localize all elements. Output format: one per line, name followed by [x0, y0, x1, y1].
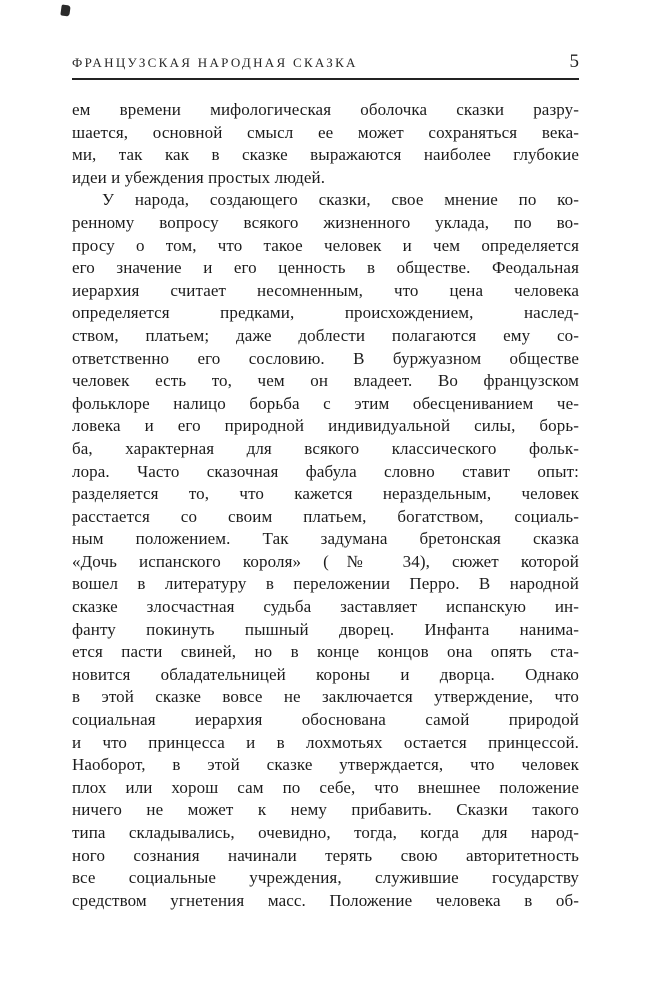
text-line: в этой сказке вовсе не заключается утверждение, что — [72, 687, 579, 707]
text-line: ется пасти свиней, но в конце концов она опять ста- — [72, 642, 579, 662]
text-line: вошел в литературу в переложении Перро. В народной — [72, 574, 579, 594]
text-line: иерархия считает несомненным, что цена человека — [72, 280, 579, 300]
text-line: ным положением. Так задумана бретонская сказка — [72, 529, 579, 549]
text-line: его значение и его ценность в обществе. Феодальная — [72, 258, 579, 278]
page-number: 5 — [569, 51, 579, 72]
page-header — [72, 52, 579, 80]
text-line: фанту покинуть пышный дворец. Инфанта нанима- — [72, 619, 579, 639]
text-line: ем времени мифологическая оболочка сказки разру- — [72, 100, 579, 119]
text-line: новится обладательницей короны и дворца. Однако — [72, 664, 579, 684]
paragraph — [72, 99, 579, 189]
text-line: «Дочь испанского короля» (№ 34), сюжет которой — [72, 551, 579, 571]
text-line: ловека и его природной индивидуальной силы, борь- — [72, 416, 579, 436]
text-line: просу о том, что такое человек и чем определяется — [72, 235, 579, 255]
page-body — [72, 99, 579, 912]
text-line: ба, характерная для всякого классического фольк- — [72, 438, 579, 458]
text-line: средством угнетения масс. Положение человека в об- — [72, 890, 579, 910]
text-line: разделяется то, что кажется нераздельным, человек — [72, 484, 579, 504]
text-line: ного сознания начинали терять свою авторитетность — [72, 845, 579, 865]
text-line: идеи и убеждения простых людей. — [72, 167, 326, 187]
text-line: фольклоре налицо борьба с этим обесцениванием че- — [72, 393, 579, 413]
text-line: социальная иерархия обоснована самой природой — [72, 710, 579, 730]
text-line: человек есть то, чем он владеет. Во французском — [72, 371, 579, 391]
text-line: сказке злосчастная судьба заставляет испанскую ин- — [72, 597, 579, 617]
text-line: расстается со своим платьем, богатством, социаль- — [72, 506, 579, 526]
text-line: ством, платьем; даже доблести полагаются ему со- — [72, 325, 579, 345]
paragraph — [72, 189, 579, 912]
text-line: ми, так как в сказке выражаются наиболее глубокие — [72, 145, 579, 165]
text-line: все социальные учреждения, служившие государству — [72, 868, 579, 888]
text-line: типа складывались, очевидно, тогда, когда для народ- — [72, 823, 579, 842]
text-line: лора. Часто сказочная фабула словно ставит опыт: — [72, 461, 579, 481]
text-line: шается, основной смысл ее может сохраняться века- — [72, 122, 579, 142]
running-title: ФРАНЦУЗСКАЯ НАРОДНАЯ СКАЗКА — [72, 55, 358, 70]
text-line: Наоборот, в этой сказке утверждается, что человек — [72, 755, 579, 775]
scan-artifact — [60, 4, 70, 16]
text-line: ответственно его сословию. В буржуазном обществе — [72, 348, 579, 368]
text-line: ренному вопросу всякого жизненного уклада, по во- — [72, 212, 579, 232]
text-line: определяется предками, происхождением, наслед- — [72, 303, 579, 323]
text-line: У народа, создающего сказки, свое мнение по ко- — [102, 190, 579, 210]
text-line: и что принцесса и в лохмотьях остается принцессой. — [72, 732, 579, 752]
text-line: ничего не может к нему прибавить. Сказки такого — [72, 800, 579, 820]
text-line: плох или хорош сам по себе, что внешнее положение — [72, 777, 579, 797]
